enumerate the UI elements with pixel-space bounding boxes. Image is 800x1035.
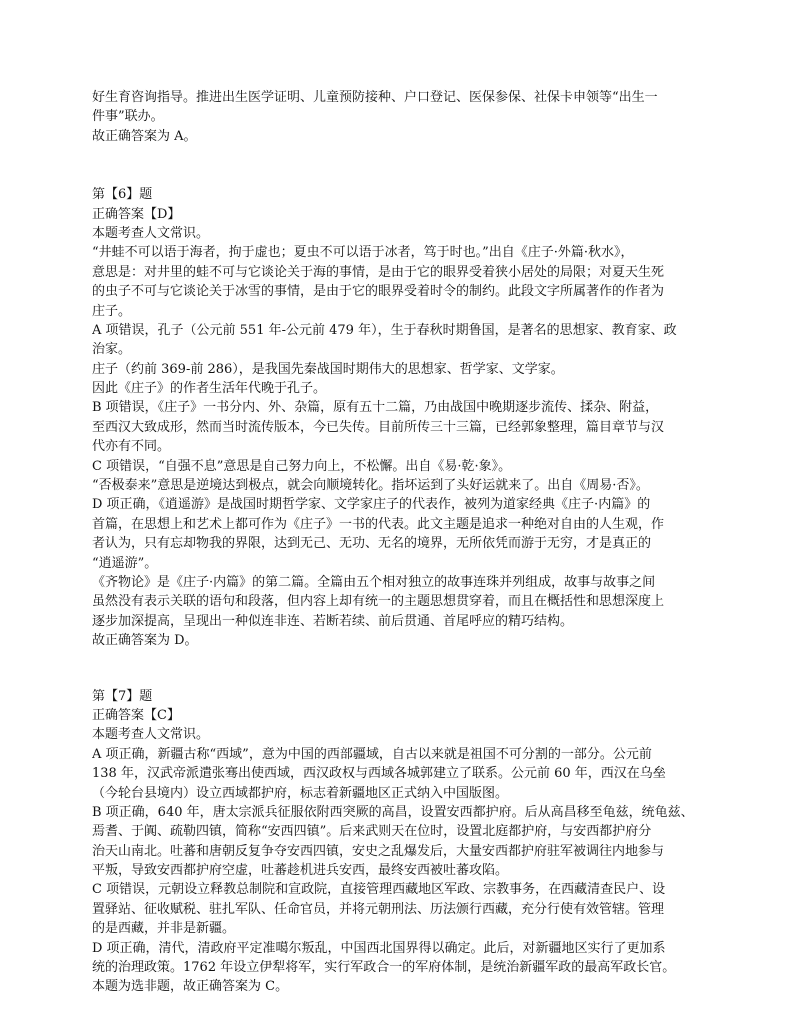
- text-line: 治天山南北。吐蕃和唐朝反复争夺安西四镇，安史之乱爆发后，大量安西都护府驻军被调往内地参与: [92, 843, 665, 859]
- text-line: 件事”联办。: [92, 109, 164, 125]
- question-7-heading: 第【7】题: [92, 688, 153, 704]
- text-line: 的是西藏，并非是新疆。: [92, 921, 236, 937]
- text-line: “否极泰来”意思是逆境达到极点，就会向顺境转化。指坏运到了头好运就来了。出自《周易·否》。: [92, 478, 649, 494]
- text-line: 故正确答案为 D。: [92, 633, 198, 649]
- text-line: 至西汉大致成形，然而当时流传版本，今已失传。目前所传三十三篇，已经郭象整理，篇目章节与汉: [92, 419, 665, 435]
- text-line: D 项正确，清代，清政府平定准噶尔叛乱，中国西北国界得以确定。此后，对新疆地区实行了更加系: [92, 940, 666, 956]
- question-6-heading: 第【6】题: [92, 187, 153, 203]
- text-line: 焉耆、于阗、疏勒四镇，简称“安西四镇”。后来武则天在位时，设置北庭都护府，与安西都护府分: [92, 824, 652, 840]
- text-line: 庄子。: [92, 303, 132, 319]
- text-line: 代亦有不同。: [92, 439, 171, 455]
- text-line: D 项正确，《逍遥游》是战国时期哲学家、文学家庄子的代表作，被列为道家经典《庄子·内篇》的: [92, 497, 651, 513]
- question-7-answer: 正确答案【C】: [92, 707, 180, 723]
- text-line: “井蛙不可以语于海者，拘于虚也；夏虫不可以语于冰者，笃于时也。”出自《庄子·外篇·秋水》，: [92, 245, 634, 261]
- question-6-answer: 正确答案【D】: [92, 206, 181, 222]
- text-line: A 项错误，孔子（公元前 551 年-公元前 479 年），生于春秋时期鲁国，是著名的思想家、教育家、政: [92, 322, 677, 338]
- text-line: 《齐物论》是《庄子·内篇》的第二篇。全篇由五个相对独立的故事连珠并列组成，故事与故事之间: [92, 574, 656, 590]
- text-line: 本题考查人文常识。: [92, 225, 210, 241]
- text-line: 首篇，在思想上和艺术上都可作为《庄子》一书的代表。此文主题是追求一种绝对自由的人生观，作: [92, 516, 665, 532]
- text-line: “逍遥游”。: [92, 555, 158, 571]
- text-line: （今轮台县境内）设立西域都护府，标志着新疆地区正式纳入中国版图。: [92, 785, 509, 801]
- text-line: 统的治理政策。1762 年设立伊犁将军，实行军政合一的军府体制，是统治新疆军政的最高军政长官。: [92, 960, 676, 976]
- question-6-explanation: [92, 224, 717, 651]
- text-line: 虽然没有表示关联的语句和段落，但内容上却有统一的主题思想贯穿着，而且在概括性和思想深度上: [92, 594, 665, 610]
- text-line: A 项正确，新疆古称“西域”，意为中国的西部疆域，自古以来就是祖国不可分割的一部分。公元前: [92, 746, 652, 762]
- text-line: 治家。: [92, 342, 132, 358]
- text-line: C 项错误，元朝设立释教总制院和宣政院，直接管理西藏地区军政、宗教事务，在西藏清查民户、设: [92, 882, 666, 898]
- text-line: 138 年，汉武帝派遣张骞出使西域，西汉政权与西域各城郭建立了联系。公元前 60 年，西汉在乌垒: [92, 766, 666, 782]
- text-line: 的虫子不可与它谈论关于冰雪的事情，是由于它的眼界受着时令的制约。此段文字所属著作的作者为: [92, 284, 665, 300]
- previous-answer-tail: [92, 88, 717, 146]
- text-line: 意思是：对井里的蛙不可与它谈论关于海的事情，是由于它的眼界受着狭小居处的局限；对夏天生死: [92, 264, 665, 280]
- text-line: 因此《庄子》的作者生活年代晚于孔子。: [92, 381, 327, 397]
- text-line: B 项错误，《庄子》一书分内、外、杂篇，原有五十二篇，乃由战国中晚期逐步流传、揉杂、附益，: [92, 400, 659, 416]
- text-line: C 项错误，“自强不息”意思是自己努力向上，不松懈。出自《易·乾·象》。: [92, 458, 512, 474]
- question-6-section: [92, 185, 717, 650]
- text-line: 置驿站、征收赋税、驻扎军队、任命官员，并将元朝刑法、历法颁行西藏，充分行使有效管辖。管理: [92, 901, 665, 917]
- text-line: B 项正确，640 年，唐太宗派兵征服依附西突厥的高昌，设置安西都护府。后从高昌移至龟兹，统龟兹、: [92, 804, 694, 820]
- document-page: [92, 88, 717, 997]
- question-7-explanation: [92, 725, 717, 996]
- question-7-section: [92, 687, 717, 997]
- text-line: 本题为选非题，故正确答案为 C。: [92, 979, 289, 995]
- section-gap: [92, 146, 717, 185]
- text-line: 本题考查人文常识。: [92, 727, 210, 743]
- section-gap: [92, 651, 717, 687]
- text-line: 平叛，导致安西都护府空虚，吐蕃趁机进兵安西，最终安西被吐蕃攻陷。: [92, 863, 509, 879]
- text-line: 故正确答案为 A。: [92, 128, 197, 144]
- text-line: 庄子（约前 369-前 286），是我国先秦战国时期伟大的思想家、哲学家、文学家。: [92, 361, 564, 377]
- text-line: 好生育咨询指导。推进出生医学证明、儿童预防接种、户口登记、医保参保、社保卡申领等“出生一: [92, 90, 658, 105]
- text-line: 逐步加深提高，呈现出一种似连非连、若断若续、前后贯通、首尾呼应的精巧结构。: [92, 613, 574, 629]
- text-line: 者认为，只有忘却物我的界限，达到无己、无功、无名的境界，无所依凭而游于无穷，才是真正的: [92, 536, 652, 552]
